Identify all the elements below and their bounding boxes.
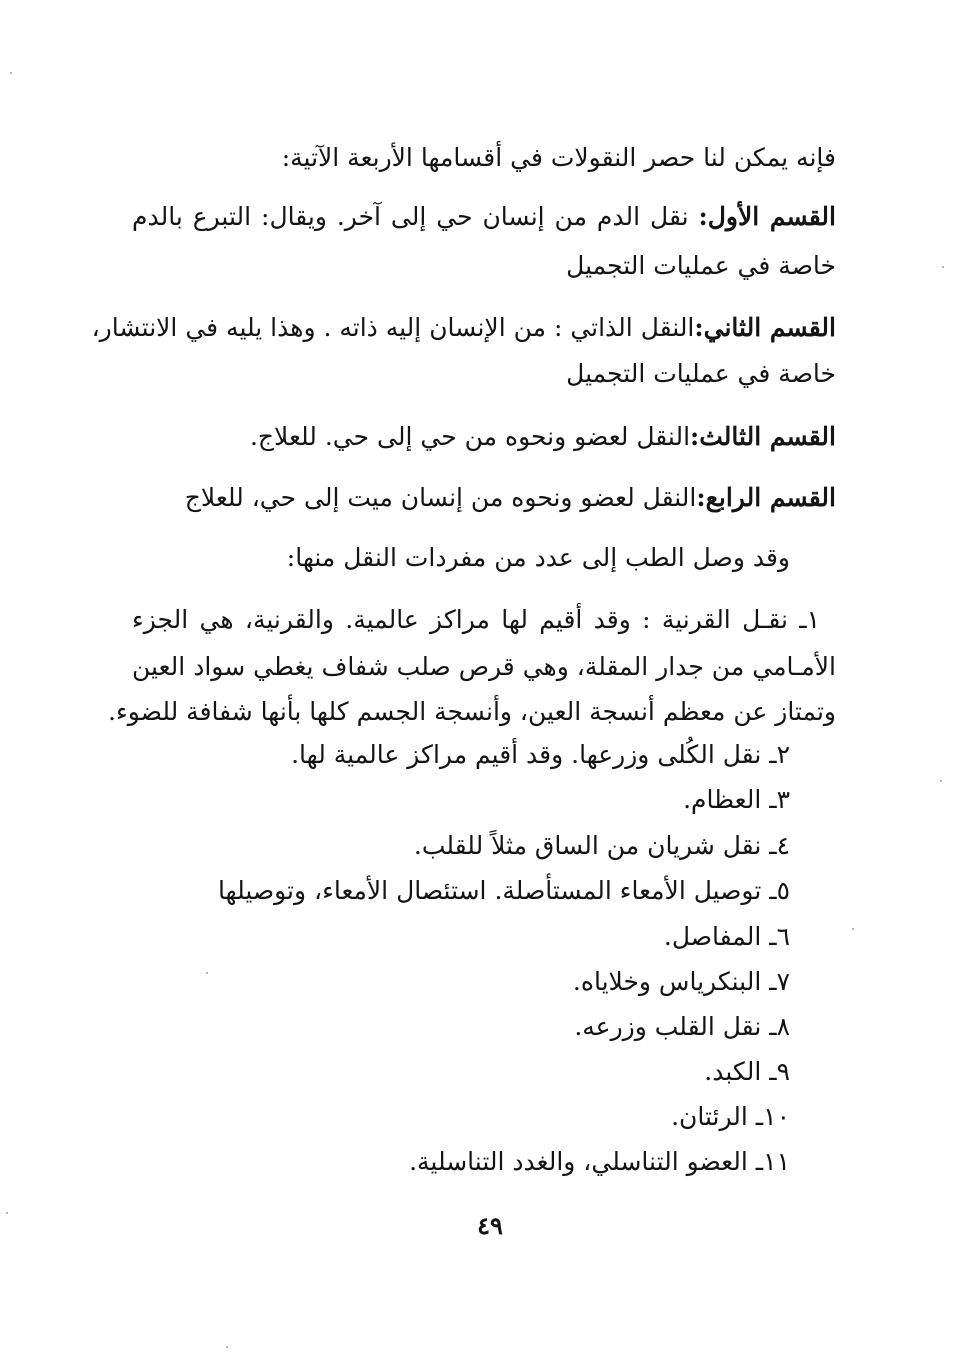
item-1-line-1: ١ـ نقـل القرنية : وقد أقيم لها مراكز عالمية. والقرنية، هي الجزء (132, 605, 820, 634)
item-1-line-2: الأمـامي من جدار المقلة، وهي قرص صلب شفاف يغطي سواد العين (132, 652, 836, 681)
section-1-line-1 (132, 204, 836, 229)
list-item-9: ٩ـ الكبد. (704, 1057, 790, 1086)
scan-speck (940, 780, 942, 782)
section-2-line-2: خاصة في عمليات التجميل (566, 359, 836, 388)
section-1-label: القسم الأول: (698, 202, 836, 231)
transition-line: وقد وصل الطب إلى عدد من مفردات النقل منها: (286, 543, 790, 572)
list-item-11: ١١ـ العضو التناسلي، والغدد التناسلية. (409, 1147, 790, 1176)
section-3-label: القسم الثالث: (690, 422, 836, 451)
list-item-6: ٦ـ المفاصل. (663, 922, 790, 951)
list-item-3: ٣ـ العظام. (683, 785, 790, 814)
list-item-2: ٢ـ نقل الكُلى وزرعها. وقد أقيم مراكز عالمية لها. (291, 740, 790, 769)
section-2-line-1 (91, 313, 836, 342)
page-number: ٤٩ (477, 1211, 503, 1240)
scan-speck (226, 1346, 228, 1348)
intro-line: فإنه يمكن لنا حصر النقولات في أقسامها الأربعة الآتية: (281, 143, 836, 172)
scan-speck (206, 972, 208, 974)
section-1-text: نقل الدم من إنسان حي إلى آخر. ويقال: التبرع بالدم (132, 202, 689, 231)
list-item-7: ٧ـ البنكرياس وخلاياه. (572, 967, 790, 996)
section-3-line (250, 424, 836, 449)
section-1-line-2: خاصة في عمليات التجميل (566, 251, 836, 280)
section-2-text: النقل الذاتي : من الإنسان إليه ذاته . وهذا يليه في الانتشار، (91, 313, 695, 342)
section-4-line (185, 485, 836, 510)
list-item-5: ٥ـ توصيل الأمعاء المستأصلة. استئصال الأمعاء، وتوصيلها (217, 876, 790, 905)
list-item-8: ٨ـ نقل القلب وزرعه. (574, 1012, 790, 1041)
section-3-text: النقل لعضو ونحوه من حي إلى حي. للعلاج. (249, 422, 691, 451)
section-4-text: النقل لعضو ونحوه من إنسان ميت إلى حي، للعلاج (184, 483, 697, 512)
scan-speck (10, 72, 12, 74)
scan-speck (852, 928, 854, 930)
section-2-label: القسم الثاني: (694, 313, 836, 342)
section-4-label: القسم الرابع: (696, 483, 836, 512)
scan-speck (6, 1212, 8, 1214)
list-item-4: ٤ـ نقل شريان من الساق مثلاً للقلب. (413, 831, 790, 860)
item-1-line-3: وتمتاز عن معظم أنسجة العين، وأنسجة الجسم كلها بأنها شفافة للضوء. (108, 697, 836, 726)
list-item-10: ١٠ـ الرئتان. (671, 1102, 790, 1131)
scan-speck (942, 266, 944, 268)
